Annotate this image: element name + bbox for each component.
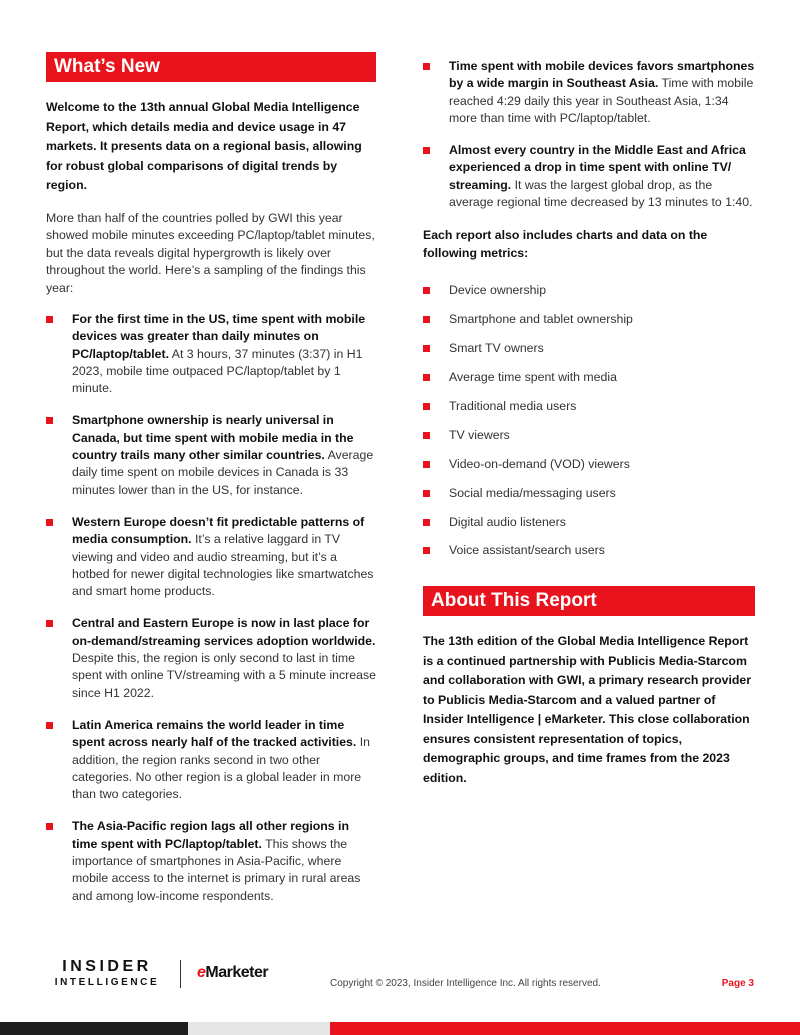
- about-text: The 13th edition of the Global Media Intelligence Report is a continued partnership with Publicis Media-Starcom and collaboration with GWI, a primary research provider to Publicis Media-Starcom and a valued partner of Insider Intelligence | eMarketer. This close collaboration ensures consistent representation of topics, demographic groups, and time frames from the 2023 edition.: [423, 634, 751, 785]
- insider-intelligence-logo: [47, 958, 167, 990]
- finding-highlight: Central and Eastern Europe is now in last place for on-demand/streaming services adoption worldwide.: [72, 616, 376, 648]
- finding-highlight: Smartphone ownership is nearly universal in Canada, but time spent with mobile media in the country trails many other similar countries.: [72, 413, 354, 463]
- logo-line-insider: INSIDER: [62, 958, 152, 975]
- whats-new-header: What’s New: [46, 52, 376, 82]
- finding-item: [46, 717, 376, 803]
- footer-bar-dark: [0, 1022, 188, 1035]
- logo-line-intelligence: INTELLIGENCE: [54, 977, 160, 988]
- right-column: [423, 58, 755, 788]
- finding-item: [423, 58, 755, 127]
- metric-item: Video-on-demand (VOD) viewers: [423, 456, 755, 472]
- finding-highlight: Almost every country in the Middle East and Africa experienced a drop in time spent with online TV/ streaming.: [449, 143, 746, 192]
- finding-highlight: For the first time in the US, time spent with mobile devices was greater than daily minutes on PC/laptop/tablet.: [72, 312, 366, 361]
- copyright-text: Copyright © 2023, Insider Intelligence Inc. All rights reserved.: [330, 978, 601, 989]
- metric-item: Digital audio listeners: [423, 514, 755, 530]
- finding-item: [423, 142, 755, 211]
- footer-bar-red: [330, 1022, 800, 1035]
- finding-text: This shows the importance of smartphones in Asia-Pacific, where mobile access to the internet is primary in rural areas and among low-income respondents.: [72, 836, 361, 903]
- metric-item: Smartphone and tablet ownership: [423, 311, 755, 327]
- metric-item: Traditional media users: [423, 398, 755, 414]
- finding-highlight: The Asia-Pacific region lags all other regions in time spent with PC/laptop/tablet.: [72, 819, 349, 851]
- metric-item: Device ownership: [423, 282, 755, 298]
- finding-text: Time with mobile reached 4:29 daily this year in Southeast Asia, 1:34 more than time with PC/laptop/tablet.: [449, 76, 754, 125]
- finding-highlight: Time spent with mobile devices favors smartphones by a wide margin in Southeast Asia.: [449, 59, 755, 91]
- finding-item: [46, 311, 376, 397]
- metrics-heading: Each report also includes charts and data on the following metrics:: [423, 228, 708, 261]
- finding-text: At 3 hours, 37 minutes (3:37) in H1 2023, mobile time outpaced PC/laptop/tablet by 1 minute.: [72, 346, 363, 396]
- finding-item: [46, 514, 376, 600]
- metric-item: Smart TV owners: [423, 340, 755, 356]
- emarketer-word: Marketer: [205, 964, 269, 981]
- emarketer-e: e: [197, 964, 206, 981]
- metric-item: TV viewers: [423, 427, 755, 443]
- metric-item: Voice assistant/search users: [423, 542, 755, 558]
- findings-list-right: [423, 58, 755, 211]
- finding-text: In addition, the region ranks second in two other categories. No other region is a global leader in more than two categories.: [72, 735, 370, 802]
- finding-text: It’s a relative laggard in TV viewing and video and audio streaming, but it’s a hotbed for newer digital technologies like smartwatches and smart home products.: [72, 532, 374, 599]
- footer-bar-light: [188, 1022, 330, 1035]
- emarketer-logo: [197, 964, 268, 982]
- metric-item: Social media/messaging users: [423, 485, 755, 501]
- logo-divider: [180, 960, 181, 988]
- intro-lead: Welcome to the 13th annual Global Media Intelligence Report, which details media and device usage in 47 markets. It presents data on a regional basis, allowing for robust global comparisons of digital trends by region.: [46, 100, 362, 192]
- finding-text: Average daily time spent on mobile devices in Canada is 33 minutes lower than in the US, for instance.: [72, 448, 374, 497]
- about-header: About This Report: [423, 586, 755, 616]
- finding-item: [46, 818, 376, 904]
- finding-highlight: Western Europe doesn’t fit predictable patterns of media consumption.: [72, 514, 365, 547]
- left-column: [46, 52, 376, 920]
- finding-highlight: Latin America remains the world leader in time spent across nearly half of the tracked activities.: [72, 717, 357, 750]
- finding-text: Despite this, the region is only second to last in time spent with online TV/streaming with a 5 minute increase since H1 2022.: [72, 651, 376, 700]
- page-number: Page 3: [721, 978, 754, 989]
- metrics-list: [423, 282, 755, 558]
- finding-item: [46, 615, 376, 701]
- intro-paragraph: More than half of the countries polled by GWI this year showed mobile minutes exceeding PC/laptop/tablet minutes, but the data reveals digital hypergrowth is likely over throughout the world. Here’s a sampling of the findings this year:: [46, 210, 375, 295]
- finding-text: It was the largest global drop, as the average regional time decreased by 13 minutes to 1:40.: [449, 177, 753, 210]
- metric-item: Average time spent with media: [423, 369, 755, 385]
- findings-list-left: [46, 311, 376, 905]
- finding-item: [46, 412, 376, 498]
